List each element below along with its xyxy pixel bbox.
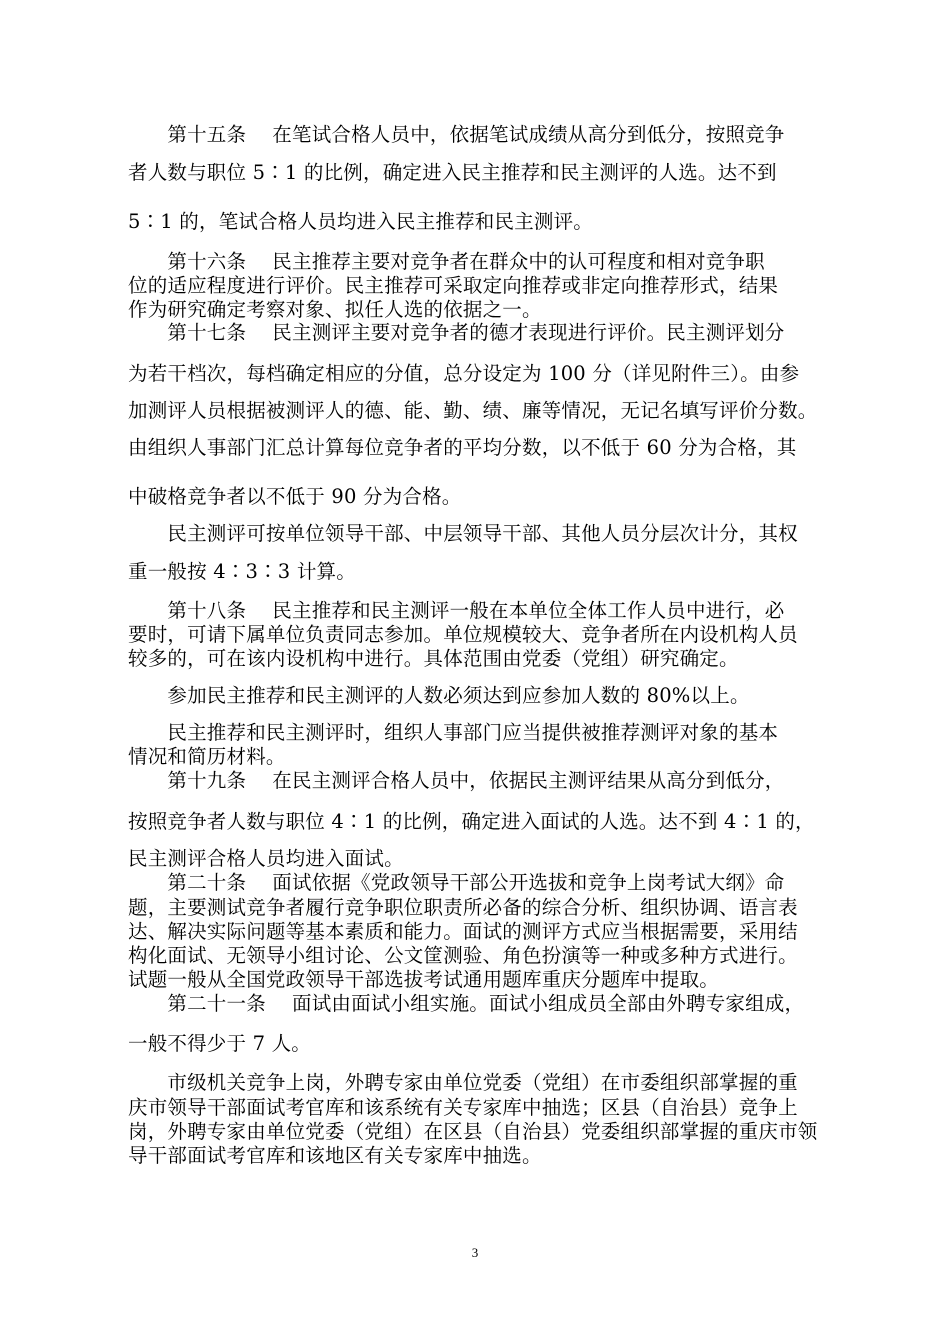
text-line: 达、解决实际问题等基本素质和能力。面试的测评方式应当根据需要，采用结 (128, 920, 798, 943)
text-line: 者人数与职位 5∶1 的比例，确定进入民主推荐和民主测评的人选。达不到 (128, 161, 777, 184)
text-line: 一般不得少于 7 人。 (128, 1032, 312, 1055)
text-line: 加测评人员根据被测评人的德、能、勤、绩、廉等情况，无记名填写评价分数。 (128, 399, 818, 422)
text-line: 5∶1 的，笔试合格人员均进入民主推荐和民主测评。 (128, 210, 594, 233)
text-line: 较多的，可在该内设机构中进行。具体范围由党委（党组）研究确定。 (128, 647, 739, 670)
text-line: 民主推荐和民主测评时，组织人事部门应当提供被推荐测评对象的基本 (128, 721, 779, 744)
text-line: 第十九条 在民主测评合格人员中，依据民主测评结果从高分到低分， (128, 769, 785, 792)
text-line: 第二十一条 面试由面试小组实施。面试小组成员全部由外聘专家组成， (128, 992, 805, 1015)
text-line: 庆市领导干部面试考官库和该系统有关专家库中抽选；区县（自治县）竞争上 (128, 1096, 798, 1119)
text-line: 构化面试、无领导小组讨论、公文筐测验、角色扮演等一种或多种方式进行。 (128, 944, 798, 967)
text-line: 民主测评可按单位领导干部、中层领导干部、其他人员分层次计分，其权 (128, 522, 798, 545)
text-line: 按照竞争者人数与职位 4∶1 的比例，确定进入面试的人选。达不到 4∶1 的， (128, 810, 815, 833)
text-line: 岗，外聘专家由单位党委（党组）在区县（自治县）党委组织部掌握的重庆市领 (128, 1120, 818, 1143)
page-number: 3 (471, 1245, 479, 1260)
text-line: 第二十条 面试依据《党政领导干部公开选拔和竞争上岗考试大纲》命 (128, 871, 785, 894)
text-line: 民主测评合格人员均进入面试。 (128, 847, 404, 870)
text-line: 第十六条 民主推荐主要对竞争者在群众中的认可程度和相对竞争职 (128, 250, 765, 273)
text-line: 中破格竞争者以不低于 90 分为合格。 (128, 485, 462, 508)
text-line: 导干部面试考官库和该地区有关专家库中抽选。 (128, 1144, 542, 1167)
text-line: 要时，可请下属单位负责同志参加。单位规模较大、竞争者所在内设机构人员 (128, 623, 798, 646)
text-line: 由组织人事部门汇总计算每位竞争者的平均分数，以不低于 60 分为合格，其 (128, 436, 797, 459)
text-line: 第十八条 民主推荐和民主测评一般在本单位全体工作人员中进行，必 (128, 599, 785, 622)
text-line: 为若干档次，每档确定相应的分值，总分设定为 100 分（详见附件三）。由参 (128, 362, 800, 385)
text-line: 参加民主推荐和民主测评的人数必须达到应参加人数的 80%以上。 (128, 684, 750, 707)
text-line: 市级机关竞争上岗，外聘专家由单位党委（党组）在市委组织部掌握的重 (128, 1071, 798, 1094)
text-line: 题，主要测试竞争者履行竞争职位职责所必备的综合分析、组织协调、语言表 (128, 896, 798, 919)
text-line: 位的适应程度进行评价。民主推荐可采取定向推荐或非定向推荐形式，结果 (128, 274, 779, 297)
text-line: 作为研究确定考察对象、拟任人选的依据之一。 (128, 298, 542, 321)
text-line: 第十五条 在笔试合格人员中，依据笔试成绩从高分到低分，按照竞争 (128, 123, 785, 146)
text-line: 情况和简历材料。 (128, 745, 286, 768)
text-line: 重一般按 4∶3∶3 计算。 (128, 560, 356, 583)
text-line: 第十七条 民主测评主要对竞争者的德才表现进行评价。民主测评划分 (128, 321, 785, 344)
text-line: 试题一般从全国党政领导干部选拔考试通用题库重庆分题库中提取。 (128, 968, 720, 991)
